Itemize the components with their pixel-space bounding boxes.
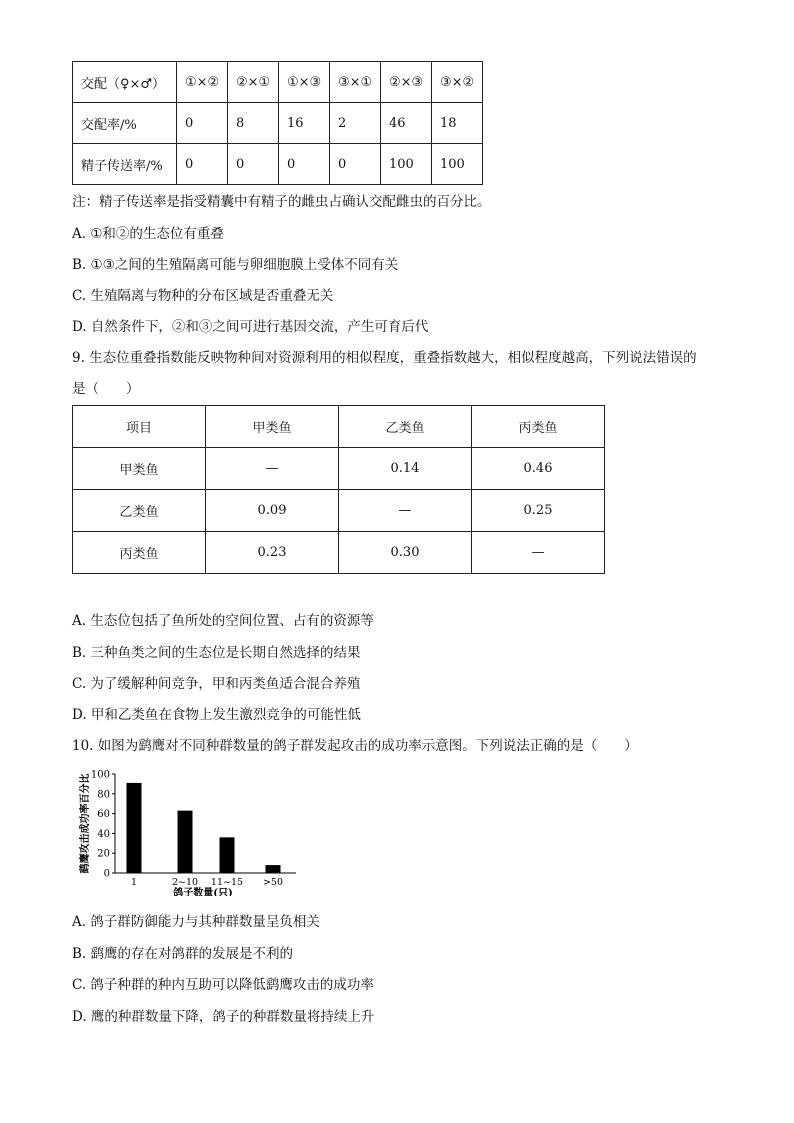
table-cell: 精子传送率/% <box>73 144 177 185</box>
chart-bar <box>178 811 193 873</box>
x-tick-label: 2~10 <box>171 877 199 888</box>
table-row <box>73 62 483 103</box>
q10-option-c: C. 鸽子种群的种内互助可以降低鹞鹰攻击的成功率 <box>72 977 374 993</box>
table-header-cell: ②×① <box>228 62 279 103</box>
q9-stem-line2: 是（ ） <box>72 381 140 397</box>
y-axis-label: 鹞鹰攻击成功率百分比 <box>80 773 91 874</box>
q9-option-c: C. 为了缓解种间竞争，甲和丙类鱼适合混合养殖 <box>72 676 361 692</box>
table-header-cell: ③×② <box>432 62 483 103</box>
x-axis-label: 鸽子数量(只) <box>173 888 233 896</box>
table-cell: 0 <box>330 144 381 185</box>
mating-table <box>72 61 483 185</box>
table-cell: 0 <box>279 144 330 185</box>
table-header-cell: ③×① <box>330 62 381 103</box>
table-cell: 16 <box>279 103 330 144</box>
q10-stem: 10. 如图为鹞鹰对不同种群数量的鸽子群发起攻击的成功率示意图。下列说法正确的是（ ） <box>72 738 638 754</box>
table-row <box>73 532 605 574</box>
table-header-cell: 丙类鱼 <box>472 406 605 448</box>
x-tick-label: 1 <box>130 877 138 888</box>
table-cell: 乙类鱼 <box>73 490 206 532</box>
table-cell: 0 <box>228 144 279 185</box>
table-header-cell: ①×③ <box>279 62 330 103</box>
q10-option-b: B. 鹞鹰的存在对鸽群的发展是不利的 <box>72 946 294 962</box>
chart-bar <box>266 865 281 873</box>
table-header-cell: ①×② <box>177 62 228 103</box>
x-tick-label: 11~15 <box>210 877 244 888</box>
table-cell: 0.09 <box>206 490 339 532</box>
table-row <box>73 490 605 532</box>
table-header-cell: 乙类鱼 <box>339 406 472 448</box>
chart-bar <box>220 837 235 873</box>
niche-overlap-table <box>72 405 605 574</box>
table-cell: 0.23 <box>206 532 339 574</box>
table-cell: 8 <box>228 103 279 144</box>
attack-success-chart <box>78 768 308 896</box>
bar-chart-svg <box>78 768 308 896</box>
table-cell: 交配率/% <box>73 103 177 144</box>
table-cell: 0 <box>177 103 228 144</box>
table-header-cell: 交配（♀×♂） <box>73 62 177 103</box>
table-cell: 0.25 <box>472 490 605 532</box>
y-tick-label: 20 <box>97 848 110 860</box>
table-cell: — <box>472 532 605 574</box>
q9-option-a: A. 生态位包括了鱼所处的空间位置、占有的资源等 <box>72 613 374 629</box>
table-cell: — <box>206 448 339 490</box>
table-header-cell: ②×③ <box>381 62 432 103</box>
table-cell: 2 <box>330 103 381 144</box>
q8-option-d: D. 自然条件下，②和③之间可进行基因交流，产生可育后代 <box>72 319 429 335</box>
table-cell: 丙类鱼 <box>73 532 206 574</box>
table-row <box>73 448 605 490</box>
table-cell: 0 <box>177 144 228 185</box>
y-tick-label: 60 <box>97 809 110 821</box>
q8-option-b: B. ①③之间的生殖隔离可能与卵细胞膜上受体不同有关 <box>72 257 399 273</box>
chart-bar <box>127 783 142 873</box>
y-tick-label: 0 <box>103 868 110 880</box>
table-row <box>73 406 605 448</box>
table-row <box>73 144 483 185</box>
q10-option-d: D. 鹰的种群数量下降，鸽子的种群数量将持续上升 <box>72 1009 375 1025</box>
table-cell: 甲类鱼 <box>73 448 206 490</box>
q8-option-a: A. ①和②的生态位有重叠 <box>72 226 224 242</box>
table-cell: 0.30 <box>339 532 472 574</box>
table-cell: 0.14 <box>339 448 472 490</box>
table-row <box>73 103 483 144</box>
q9-option-b: B. 三种鱼类之间的生态位是长期自然选择的结果 <box>72 645 361 661</box>
table-cell: 18 <box>432 103 483 144</box>
y-tick-label: 80 <box>97 789 110 801</box>
x-tick-label: >50 <box>262 877 284 888</box>
q10-option-a: A. 鸽子群防御能力与其种群数量呈负相关 <box>72 914 320 930</box>
table-cell: 100 <box>432 144 483 185</box>
q9-stem-line1: 9. 生态位重叠指数能反映物种间对资源利用的相似程度，重叠指数越大，相似程度越高，下列说法错误的 <box>72 350 697 366</box>
q8-option-c: C. 生殖隔离与物种的分布区域是否重叠无关 <box>72 288 334 304</box>
table-header-cell: 项目 <box>73 406 206 448</box>
table-note: 注：精子传送率是指受精囊中有精子的雌虫占确认交配雌虫的百分比。 <box>72 194 491 210</box>
table-cell: 46 <box>381 103 432 144</box>
table-cell: 100 <box>381 144 432 185</box>
table-header-cell: 甲类鱼 <box>206 406 339 448</box>
table-cell: — <box>339 490 472 532</box>
table-cell: 0.46 <box>472 448 605 490</box>
y-tick-label: 100 <box>90 769 110 781</box>
q9-option-d: D. 甲和乙类鱼在食物上发生激烈竞争的可能性低 <box>72 707 361 723</box>
y-tick-label: 40 <box>97 828 110 840</box>
